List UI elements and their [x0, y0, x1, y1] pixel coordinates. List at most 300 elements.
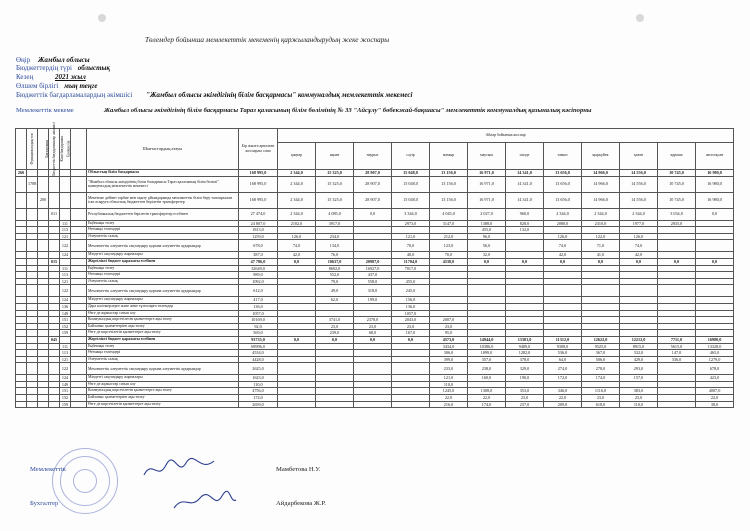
month-value-cell — [696, 317, 734, 324]
blank-cell — [71, 192, 87, 208]
month-value-cell — [468, 285, 506, 297]
month-value-cell: 11312,0 — [544, 336, 582, 343]
month-value-cell: 367,0 — [582, 350, 620, 357]
month-value-cell: 1279,0 — [696, 356, 734, 363]
table-row — [16, 343, 734, 350]
month-value-cell — [354, 350, 392, 357]
code-cell — [38, 220, 49, 227]
code-cell — [16, 363, 27, 375]
code-cell — [27, 208, 38, 220]
month-value-cell: 7017,0 — [392, 265, 430, 272]
month-value-cell — [392, 395, 430, 402]
month-value-cell — [620, 285, 658, 297]
code-cell — [49, 381, 60, 388]
code-cell — [27, 252, 38, 259]
month-value-cell — [582, 227, 620, 234]
total-cell: 1092,0 — [239, 278, 278, 285]
month-value-cell: 3 344,0 — [392, 208, 430, 220]
month-value-cell: 0,0 — [544, 258, 582, 265]
month-value-cell: 0,0 — [468, 258, 506, 265]
month-value-cell — [506, 240, 544, 252]
month-value-cell: 16 980,0 — [696, 192, 734, 208]
month-value-cell — [278, 303, 316, 310]
expense-name-cell: Еңбекақы төлеу — [87, 343, 239, 350]
month-value-cell — [278, 401, 316, 408]
month-value-cell — [506, 278, 544, 285]
code-cell — [16, 303, 27, 310]
code-cell — [27, 363, 38, 375]
month-value-cell — [468, 323, 506, 330]
blank-cell — [71, 233, 87, 240]
blank-cell — [71, 336, 87, 343]
expense-name-cell: Коммуналдық көрсетілетін қызметтерге ақы төлеу — [87, 317, 239, 324]
month-value-cell — [620, 323, 658, 330]
month-value-cell: 23,0 — [620, 395, 658, 402]
month-value-cell — [658, 272, 696, 279]
month-value-cell — [696, 330, 734, 337]
month-value-cell — [582, 381, 620, 388]
table-row — [16, 388, 734, 395]
code-cell: 200 — [38, 192, 49, 208]
month-value-cell: 23,0 — [354, 323, 392, 330]
total-cell: 93735,0 — [239, 336, 278, 343]
month-value-cell — [278, 323, 316, 330]
month-value-cell: 10 745,0 — [658, 176, 696, 192]
month-value-cell — [316, 401, 354, 408]
month-value-cell — [620, 272, 658, 279]
code-cell: 124 — [60, 375, 71, 382]
code-cell — [27, 278, 38, 285]
month-value-cell — [278, 363, 316, 375]
code-cell: 121 — [60, 356, 71, 363]
code-cell — [16, 356, 27, 363]
month-value-cell — [658, 310, 696, 317]
month-value-cell — [696, 310, 734, 317]
month-value-cell: 15 048,0 — [392, 176, 430, 192]
code-cell: 260 — [16, 170, 27, 177]
table-header-row — [16, 129, 734, 143]
unit-label: Өлшем бірлігі — [16, 82, 59, 90]
code-cell — [27, 395, 38, 402]
month-value-cell — [544, 265, 582, 272]
month-value-cell: 2102,0 — [278, 220, 316, 227]
month-value-cell — [316, 310, 354, 317]
month-value-cell — [506, 252, 544, 259]
month-value-cell: 14944,0 — [468, 336, 506, 343]
month-value-cell — [696, 323, 734, 330]
code-cell — [16, 317, 27, 324]
expense-name-cell: Мемлекеттік әлеуметтік сақтандыру қорына әлеуметтік аударымдар — [87, 285, 239, 297]
col-specifics: Ерекшелік — [60, 129, 71, 170]
month-value-cell — [696, 233, 734, 240]
month-value-cell: 10386,0 — [468, 343, 506, 350]
blank-cell — [71, 240, 87, 252]
month-value-cell — [582, 323, 620, 330]
expense-name-cell: Еңбекақы төлеу — [87, 265, 239, 272]
code-cell — [16, 395, 27, 402]
month-value-cell: 14 966,0 — [582, 176, 620, 192]
code-cell — [27, 272, 38, 279]
month-value-cell — [354, 363, 392, 375]
month-value-cell — [582, 310, 620, 317]
month-value-cell: 329,0 — [506, 363, 544, 375]
month-value-cell: 237,0 — [506, 401, 544, 408]
code-cell — [49, 297, 60, 304]
month-value-cell — [468, 381, 506, 388]
month-value-cell — [506, 310, 544, 317]
total-cell: 92,0 — [239, 323, 278, 330]
month-value-cell — [354, 343, 392, 350]
month-value-cell — [658, 323, 696, 330]
code-cell — [38, 330, 49, 337]
month-header: мамыр — [430, 143, 468, 170]
month-value-cell: 2 344,0 — [544, 208, 582, 220]
month-value-cell: 1116,0 — [582, 388, 620, 395]
month-value-cell: 12622,0 — [582, 336, 620, 343]
month-value-cell: 156,0 — [392, 297, 430, 304]
document-title: Төлемдер бойынша мемлекеттік мекеменің қаржыландырудың жеке жоспары — [145, 36, 390, 44]
code-cell — [38, 297, 49, 304]
code-cell — [38, 272, 49, 279]
month-value-cell — [430, 285, 468, 297]
code-cell — [38, 278, 49, 285]
month-value-cell: 618,0 — [582, 401, 620, 408]
code-cell — [49, 272, 60, 279]
month-value-cell: 678,0 — [696, 363, 734, 375]
expense-name-cell: Міндетті сақтандыру жарналары — [87, 252, 239, 259]
month-value-cell — [696, 252, 734, 259]
month-value-cell — [620, 310, 658, 317]
code-cell — [38, 317, 49, 324]
month-value-cell — [278, 381, 316, 388]
code-cell — [16, 208, 27, 220]
month-value-cell: 126,0 — [278, 233, 316, 240]
month-value-cell: 0,0 — [582, 258, 620, 265]
table-row — [16, 240, 734, 252]
blank-cell — [71, 363, 87, 375]
month-value-cell: 1388,0 — [468, 220, 506, 227]
blank-cell — [71, 310, 87, 317]
total-cell: 24 807,0 — [239, 220, 278, 227]
hole-punch-left — [98, 14, 106, 22]
month-value-cell — [430, 227, 468, 234]
month-value-cell: 1282,0 — [506, 350, 544, 357]
blank-cell — [71, 356, 87, 363]
code-cell: 1788 — [27, 176, 38, 192]
code-cell — [49, 278, 60, 285]
acct-label: Бухгалтер — [30, 500, 59, 507]
code-cell — [16, 272, 27, 279]
region-label: Өңір — [16, 56, 31, 64]
blank-cell — [71, 272, 87, 279]
month-value-cell: 123,0 — [430, 240, 468, 252]
month-value-cell: 16927,0 — [354, 265, 392, 272]
month-value-cell: 15 325,0 — [316, 192, 354, 208]
month-value-cell: 79,0 — [316, 278, 354, 285]
blank-cell — [71, 395, 87, 402]
month-value-cell: 172,0 — [544, 375, 582, 382]
month-value-cell: 465,0 — [696, 350, 734, 357]
expense-name-cell: Облыстың білім басқармасы — [87, 170, 239, 177]
total-cell: 612,0 — [239, 285, 278, 297]
month-value-cell: 9308,0 — [544, 343, 582, 350]
code-cell: 121 — [60, 233, 71, 240]
month-value-cell: 0,0 — [354, 208, 392, 220]
month-value-cell: 132,0 — [506, 227, 544, 234]
code-cell — [49, 220, 60, 227]
month-value-cell — [392, 272, 430, 279]
month-value-cell: 121,0 — [392, 233, 430, 240]
institution-value: Жамбыл облысы әкімдігінің білім басқармасы Тараз қаласының білім бөлімінің № 33 "Айсұлу" бөбекжай-бақшасы" мемлекеттік коммуналдық қазыналық кәсіпорны — [104, 107, 592, 114]
blank-cell — [71, 252, 87, 259]
total-cell: 2659,0 — [239, 401, 278, 408]
month-value-cell: 8915,0 — [620, 343, 658, 350]
month-value-cell — [506, 303, 544, 310]
month-value-cell: 3917,0 — [316, 220, 354, 227]
total-cell: 1259,0 — [239, 233, 278, 240]
expense-name-cell: Еңбекақы төлеу — [87, 220, 239, 227]
month-value-cell: 23,0 — [582, 395, 620, 402]
total-cell: 4534,0 — [239, 350, 278, 357]
month-value-cell: 134,0 — [316, 240, 354, 252]
budget-type-value: облыстық — [77, 64, 110, 72]
month-value-cell — [582, 278, 620, 285]
month-value-cell: 423,0 — [696, 375, 734, 382]
code-cell — [60, 336, 71, 343]
code-cell — [38, 303, 49, 310]
code-cell — [38, 258, 49, 265]
month-value-cell — [278, 375, 316, 382]
month-value-cell — [316, 227, 354, 234]
month-value-cell: 212,0 — [430, 233, 468, 240]
month-value-cell — [316, 375, 354, 382]
month-value-cell — [316, 343, 354, 350]
month-value-cell — [620, 303, 658, 310]
month-value-cell — [658, 285, 696, 297]
month-value-cell — [468, 310, 506, 317]
code-cell: 111 — [60, 343, 71, 350]
blank-cell — [71, 265, 87, 272]
month-value-cell: 14 966,0 — [582, 170, 620, 177]
month-header: тамыз — [544, 143, 582, 170]
total-cell: 27 474,0 — [239, 208, 278, 220]
code-cell: 159 — [60, 401, 71, 408]
code-cell — [49, 343, 60, 350]
month-value-cell: 147,0 — [658, 350, 696, 357]
expense-name-cell: Міндетті сақтандыру жарналары — [87, 375, 239, 382]
code-cell — [38, 401, 49, 408]
round-seal — [52, 448, 118, 514]
month-value-cell — [620, 278, 658, 285]
code-cell — [38, 265, 49, 272]
code-cell — [49, 285, 60, 297]
code-cell — [27, 375, 38, 382]
code-cell — [38, 323, 49, 330]
code-cell — [16, 336, 27, 343]
budget-type-label: Бюджеттердің түрі — [16, 64, 72, 72]
month-value-cell — [658, 363, 696, 375]
month-value-cell — [620, 265, 658, 272]
blank-cell — [71, 343, 87, 350]
code-cell — [49, 252, 60, 259]
month-value-cell — [506, 323, 544, 330]
month-value-cell: 42,0 — [544, 252, 582, 259]
month-value-cell: 68,0 — [354, 330, 392, 337]
code-cell — [27, 317, 38, 324]
month-value-cell — [392, 350, 430, 357]
blank-cell — [71, 208, 87, 220]
month-value-cell: 13 156,0 — [430, 192, 468, 208]
month-value-cell — [658, 317, 696, 324]
month-value-cell — [392, 375, 430, 382]
code-cell — [16, 258, 27, 265]
total-cell: 387,0 — [239, 252, 278, 259]
month-value-cell — [430, 272, 468, 279]
code-cell — [49, 227, 60, 234]
month-value-cell: 274,0 — [544, 363, 582, 375]
month-value-cell — [544, 297, 582, 304]
total-cell: 569,0 — [239, 330, 278, 337]
expense-name-cell: Байланыс қызметтеріне ақы төлеу — [87, 395, 239, 402]
table-row — [16, 363, 734, 375]
month-value-cell: 5615,0 — [658, 343, 696, 350]
head-signature — [140, 455, 220, 483]
month-value-cell — [582, 297, 620, 304]
month-value-cell: 20987,0 — [354, 258, 392, 265]
code-cell — [60, 176, 71, 192]
month-value-cell: 28 907,0 — [354, 192, 392, 208]
blank-cell — [71, 323, 87, 330]
code-cell — [49, 350, 60, 357]
table-row — [16, 233, 734, 240]
table-row — [16, 381, 734, 388]
code-cell: 122 — [60, 240, 71, 252]
month-value-cell: 234,0 — [316, 233, 354, 240]
table-row — [16, 258, 734, 265]
month-value-cell: 278,0 — [582, 363, 620, 375]
month-value-cell — [658, 401, 696, 408]
total-cell: 110,0 — [239, 381, 278, 388]
blank-cell — [71, 317, 87, 324]
month-value-cell — [278, 310, 316, 317]
month-value-cell: 56,0 — [468, 240, 506, 252]
month-value-cell — [544, 317, 582, 324]
total-cell: 136,0 — [239, 303, 278, 310]
month-value-cell: 40,0 — [392, 252, 430, 259]
code-cell — [27, 303, 38, 310]
expense-name-cell: Әлеуметтік салық — [87, 356, 239, 363]
month-value-cell: 74,0 — [620, 240, 658, 252]
code-cell — [49, 265, 60, 272]
code-cell — [16, 233, 27, 240]
col-name: Шығыстардың атауы — [87, 129, 239, 170]
code-cell: 113 — [60, 227, 71, 234]
month-value-cell: 13 656,0 — [544, 176, 582, 192]
col-total: Бір жылға арналған жоспарлы сома — [239, 129, 278, 170]
month-value-cell — [658, 233, 696, 240]
institution-line — [16, 107, 592, 115]
total-cell: 989,0 — [239, 272, 278, 279]
table-row — [16, 350, 734, 357]
month-value-cell — [430, 297, 468, 304]
month-value-cell — [468, 303, 506, 310]
code-cell — [16, 388, 27, 395]
blank-cell — [71, 388, 87, 395]
code-cell — [16, 285, 27, 297]
head-signature-line — [30, 466, 66, 473]
month-value-cell — [620, 330, 658, 337]
code-cell: 122 — [60, 363, 71, 375]
month-value-cell: 22,0 — [468, 395, 506, 402]
month-value-cell: 293,0 — [620, 363, 658, 375]
table-row — [16, 401, 734, 408]
month-value-cell: 2007,0 — [430, 317, 468, 324]
table-row — [16, 227, 734, 234]
month-value-cell — [544, 381, 582, 388]
month-header: ақпан — [316, 143, 354, 170]
month-value-cell: 14 556,0 — [620, 170, 658, 177]
table-row — [16, 272, 734, 279]
month-value-cell — [354, 375, 392, 382]
month-value-cell: 10 745,0 — [658, 170, 696, 177]
col-admin: Бюджеттік бағдарламалар әкімшісі — [27, 129, 38, 170]
code-cell — [16, 252, 27, 259]
month-value-cell — [696, 272, 734, 279]
month-value-cell — [354, 227, 392, 234]
month-value-cell — [392, 363, 430, 375]
total-cell: 4756,0 — [239, 388, 278, 395]
code-cell: 159 — [60, 330, 71, 337]
month-value-cell — [544, 330, 582, 337]
code-cell — [49, 363, 60, 375]
month-value-cell: 11704,0 — [392, 258, 430, 265]
month-value-cell: 14 341,0 — [506, 170, 544, 177]
code-cell — [38, 252, 49, 259]
month-value-cell: 455,0 — [392, 278, 430, 285]
acct-name: Айдарбекова Ж.Р. — [276, 500, 326, 507]
code-cell — [60, 170, 71, 177]
month-value-cell: 0,0 — [620, 258, 658, 265]
col-program: Бағдарлама — [38, 129, 49, 170]
month-value-cell — [354, 356, 392, 363]
month-value-cell: 1057,0 — [392, 310, 430, 317]
code-cell — [38, 285, 49, 297]
month-value-cell: 1245,0 — [430, 388, 468, 395]
month-value-cell: 0,0 — [278, 336, 316, 343]
code-cell: 045 — [49, 336, 60, 343]
code-cell — [27, 401, 38, 408]
code-cell — [60, 258, 71, 265]
code-cell — [27, 258, 38, 265]
expense-name-cell: Коммуналдық көрсетілетін қызметтерге ақы төлеу — [87, 388, 239, 395]
blank-cell — [71, 381, 87, 388]
month-value-cell: 245,0 — [392, 285, 430, 297]
month-value-cell — [696, 240, 734, 252]
month-value-cell: 318,0 — [354, 285, 392, 297]
code-cell: 124 — [60, 252, 71, 259]
month-value-cell: 121,0 — [430, 375, 468, 382]
col-func-group: Функционалдық топ — [16, 129, 27, 170]
month-value-cell — [620, 317, 658, 324]
month-value-cell: 42,0 — [278, 252, 316, 259]
month-value-cell — [582, 265, 620, 272]
month-value-cell — [354, 233, 392, 240]
month-value-cell: 28 907,0 — [354, 176, 392, 192]
month-value-cell: 10637,0 — [316, 258, 354, 265]
month-value-cell: 506,0 — [582, 356, 620, 363]
month-value-cell — [316, 356, 354, 363]
month-value-cell: 2 344,0 — [278, 208, 316, 220]
